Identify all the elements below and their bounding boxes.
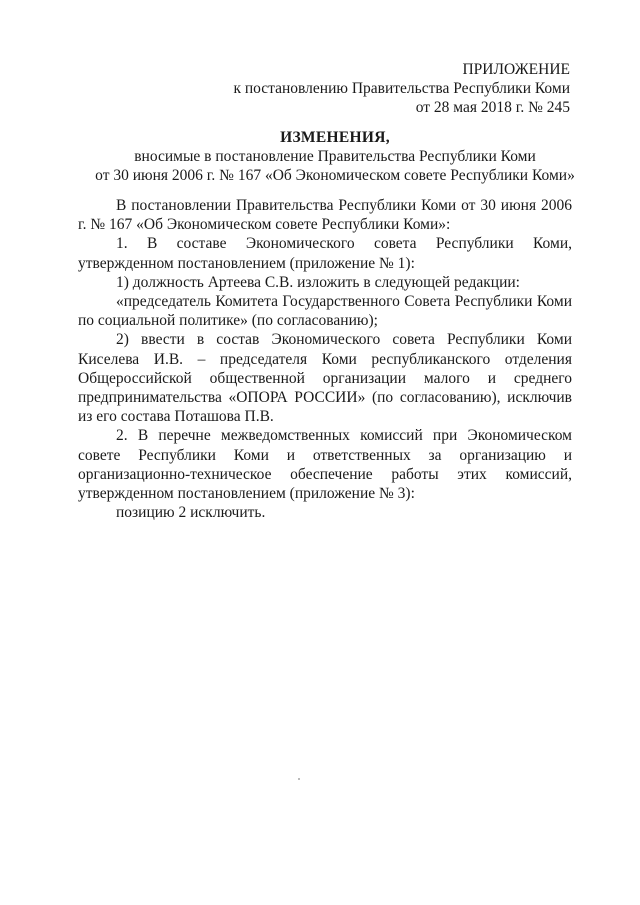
scan-speck: [298, 778, 300, 780]
document-body: [78, 196, 572, 522]
document-title: [0, 128, 640, 185]
appendix-header: [233, 60, 570, 117]
body-paragraph: 2) ввести в состав Экономического совета Республики Коми Киселева И.В. – председателя Коми республиканского отделения Общероссийской общественной организации малого и среднего предпринимательства «ОПОРА РОССИИ» (по согласованию), исключив из его состава Поташова П.В.: [78, 331, 572, 426]
appendix-label: ПРИЛОЖЕНИЕ: [462, 61, 570, 78]
title-heading: ИЗМЕНЕНИЯ,: [280, 129, 390, 146]
body-paragraph: В постановлении Правительства Республики Коми от 30 июня 2006 г. № 167 «Об Экономическом совете Республики Коми»:: [78, 197, 572, 234]
body-paragraph: 1) должность Артеева С.В. изложить в следующей редакции:: [116, 273, 520, 291]
body-paragraph: «председатель Комитета Государственного Совета Республики Коми по социальной политике» (по согласованию);: [78, 293, 572, 330]
title-subtitle-line2: от 30 июня 2006 г. № 167 «Об Экономическом совете Республики Коми»: [95, 167, 575, 184]
body-paragraph: позицию 2 исключить.: [116, 504, 266, 522]
title-subtitle-line1: вносимые в постановление Правительства Республики Коми: [134, 148, 536, 165]
appendix-decree-ref: к постановлению Правительства Республики Коми: [233, 80, 570, 97]
body-paragraph: 1. В составе Экономического совета Республики Коми, утвержденном постановлением (приложение № 1):: [78, 235, 572, 272]
appendix-decree-date: от 28 мая 2018 г. № 245: [415, 99, 570, 116]
body-paragraph: 2. В перечне межведомственных комиссий при Экономическом совете Республики Коми и ответственных за организацию и организационно-техническое обеспечение работы этих комиссий, утвержденном постановлением (приложение № 3):: [78, 427, 572, 503]
